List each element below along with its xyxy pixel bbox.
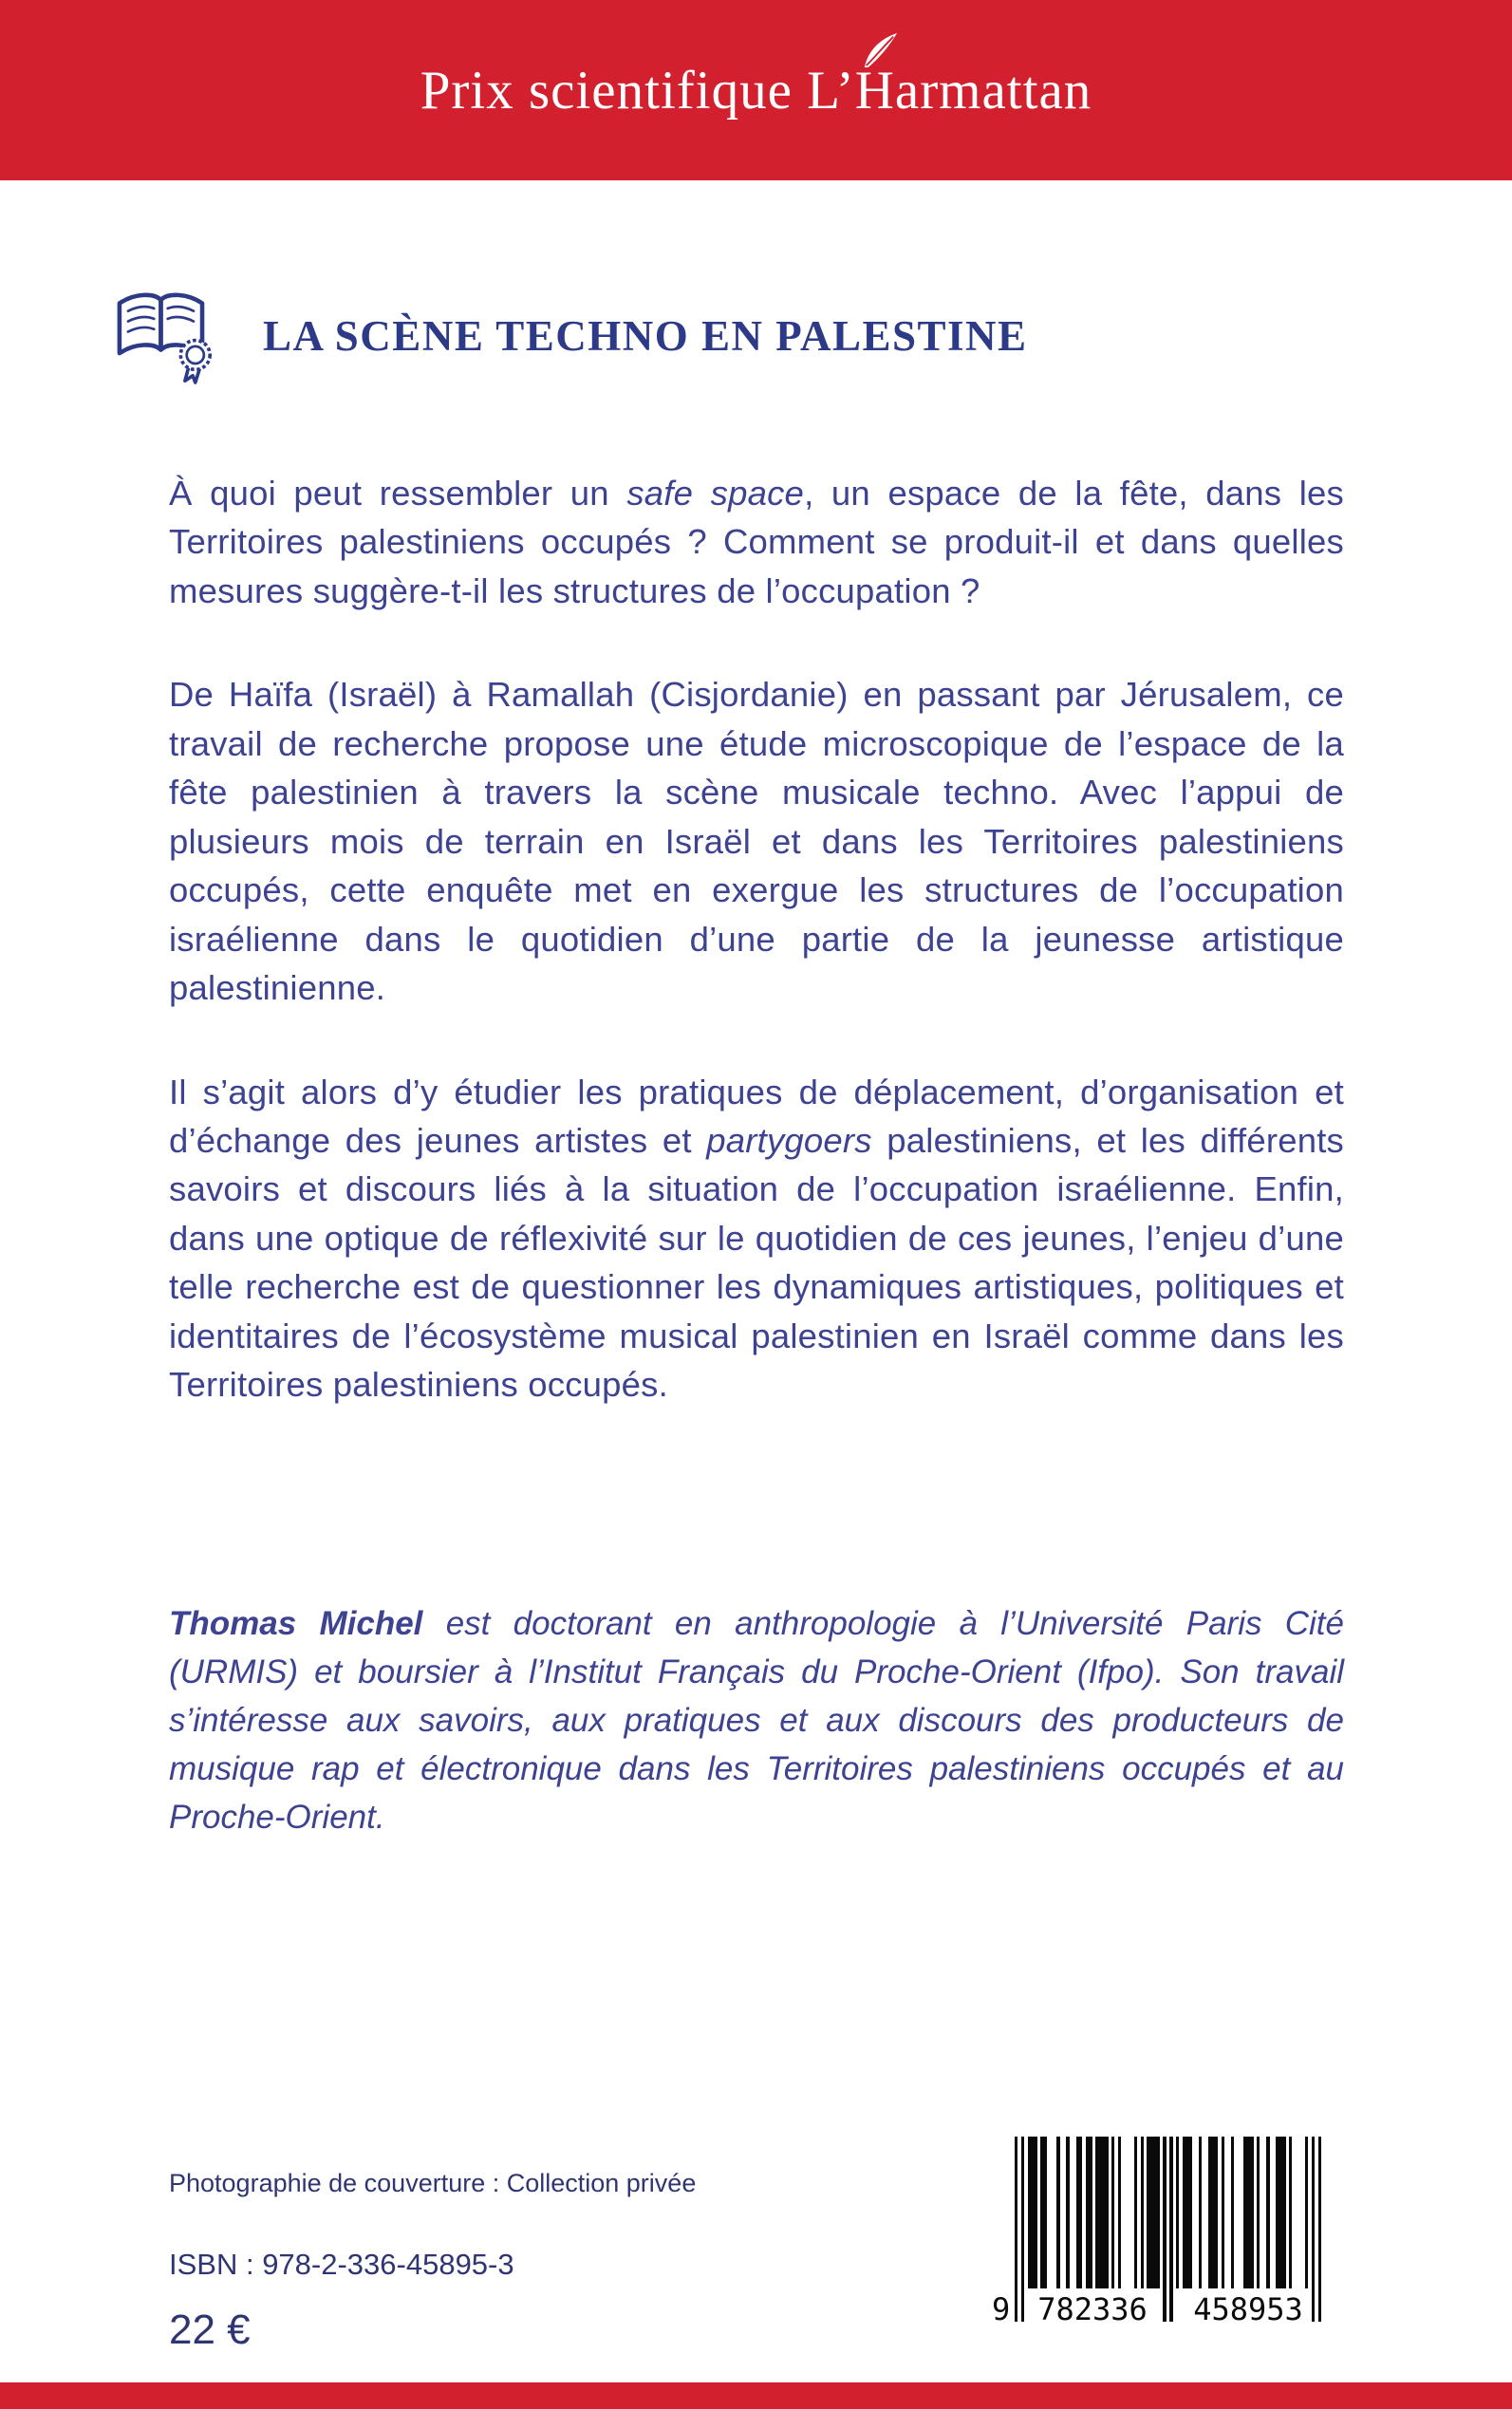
barcode-bar (1289, 2137, 1292, 2288)
barcode-bar (1208, 2137, 1218, 2288)
barcode-bar (1118, 2137, 1121, 2288)
barcode-bar (1222, 2137, 1224, 2288)
barcode-bar (1111, 2137, 1114, 2288)
barcode-bar (1276, 2137, 1285, 2288)
feather-icon (858, 31, 900, 67)
banner-title (420, 60, 1092, 121)
barcode-bar (1147, 2137, 1160, 2288)
synopsis (169, 469, 1344, 1410)
barcode-bar (1028, 2137, 1037, 2288)
barcode-bar (1305, 2137, 1308, 2288)
price: 22 € (169, 2306, 251, 2353)
credits (169, 2169, 696, 2354)
bottom-red-strip (0, 2382, 1512, 2409)
barcode-bar (1266, 2137, 1269, 2288)
photo-credit: Photographie de couverture : Collection privée (169, 2169, 697, 2197)
barcode (990, 2137, 1324, 2350)
banner-title-prefix: Prix scientifique L’ (420, 60, 855, 121)
barcode-bar (1040, 2137, 1047, 2288)
banner-title-rest: armattan (894, 60, 1092, 121)
barcode-bar (1095, 2137, 1109, 2288)
barcode-bar (1056, 2137, 1059, 2288)
barcode-bar (1141, 2137, 1144, 2288)
synopsis-paragraph-3: Il s’agit alors d’y étudier les pratiques de déplacement, d’organisation et d’échange des jeunes artistes et partygoers palestiniens, et les différents savoirs et discours liés à la situation de l’occupation israélienne. Enfin, dans une optique de réflexivité sur le quotidien de ces jeunes, l’enjeu d’une telle recherche est de questionner les dynamiques artistiques, politiques et identitaires de l’écosystème musical palestinien en Israël comme dans les Territoires palestiniens occupés. (169, 1072, 1344, 1405)
award-banner (0, 0, 1512, 180)
barcode-bar (1183, 2137, 1192, 2288)
title-row (109, 287, 1512, 385)
synopsis-paragraph-2: De Haïfa (Israël) à Ramallah (Cisjordanie) en passant par Jérusalem, ce travail de recherche propose une étude microscopique de l’espace de la fête palestinien à travers la scène musicale techno. Avec l’appui de plusieurs mois de terrain en Israël et dans les Territoires palestiniens occupés, cette enquête met en exergue les structures de l’occupation israélienne dans le quotidien d’une partie de la jeunesse artistique palestinienne. (169, 675, 1344, 1008)
barcode-bar (1066, 2137, 1069, 2288)
barcode-bar (1257, 2137, 1260, 2288)
barcode-bar (1176, 2137, 1179, 2288)
synopsis-paragraph-1: À quoi peut ressembler un safe space, un espace de la fête, dans les Territoires palestiniens occupés ? Comment se produit-il et dans quelles mesures suggère-t-il les structures de l’occupation ? (169, 474, 1345, 610)
book-title: LA SCÈNE TECHNO EN PALESTINE (263, 312, 1028, 360)
barcode-bar (1199, 2137, 1202, 2288)
open-book-award-icon (109, 287, 221, 385)
harmattan-h: H (855, 60, 895, 121)
isbn: ISBN : 978-2-336-45895-3 (169, 2248, 514, 2281)
barcode-bar (1086, 2137, 1092, 2288)
author-bio (169, 1599, 1344, 1841)
author-bio-text: Thomas Michel est doctorant en anthropologie à l’Université Paris Cité (URMIS) et boursier à l’Institut Français du Proche-Orient (Ifpo). Son travail s’intéresse aux savoirs, aux pratiques et aux discours des producteurs de musique rap et électronique dans les Territoires palestiniens occupés et au Proche-Orient. (169, 1604, 1344, 1837)
barcode-bar (1231, 2137, 1234, 2288)
barcode-bar (1076, 2137, 1083, 2288)
barcode-bar (1243, 2137, 1253, 2288)
barcode-bar (1134, 2137, 1137, 2288)
barcode-number: 9 782336 458953 (992, 2291, 1303, 2327)
